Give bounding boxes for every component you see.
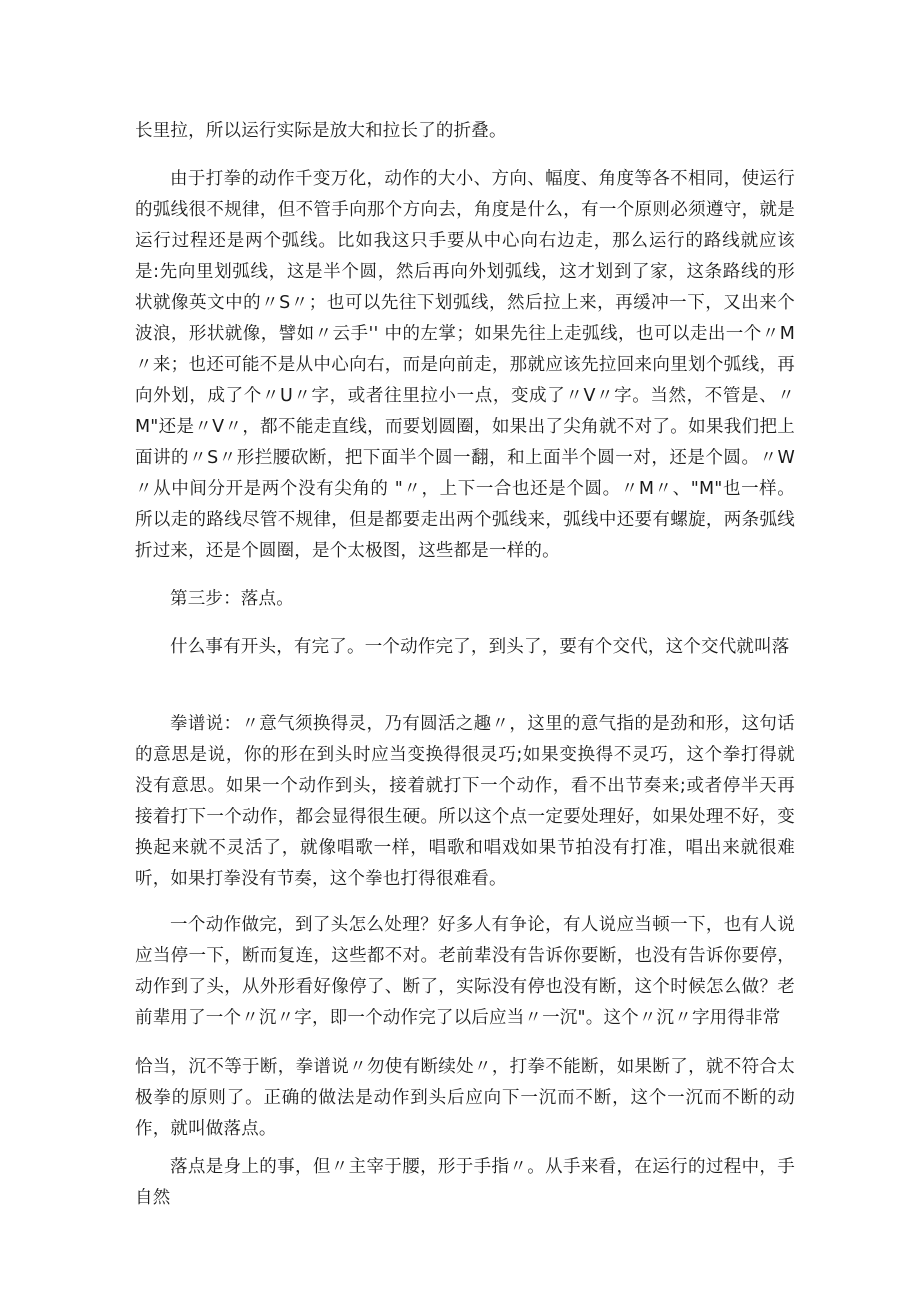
section-heading-step-three: 第三步：落点。 [170,589,294,609]
paragraph-quan-pu: 拳谱说：〃意气须换得灵，乃有圆活之趣〃，这里的意气指的是劲和形，这句话的意思是说，你的形在到头时应当变换得很灵巧;如果变换得不灵巧，这个拳打得就没有意思。如果一个动作到头，接着就打下一个动作，看不出节奏来;或者停半天再接着打下一个动作，都会显得很生硬。所以这个点一定要处理好，如果处理不好，变换起来就不灵活了，就像唱歌一样，唱歌和唱戏如果节拍没有打准，唱出来就很难听，如果打拳没有节奏，这个拳也打得很难看。 [135,714,795,889]
paragraph-landing-point: 落点是身上的事，但〃主宰于腰，形于手指〃。从手来看，在运行的过程中，手自然 [135,1157,795,1208]
paragraph-arc-rules: 由于打拳的动作千变万化，动作的大小、方向、幅度、角度等各不相同，使运行的弧线很不规律，但不管手向那个方向去，角度是什么，有一个原则必须遵守，就是运行过程还是两个弧线。比如我这只手要从中心向右边走，那么运行的路线就应该是:先向里划弧线，这是半个圆，然后再向外划弧线，这才划到了家，这条路线的形状就像英文中的〃S〃；也可以先往下划弧线，然后拉上来，再缓冲一下，又出来个波浪，形状就像，譬如〃云手'' 中的左掌；如果先往上走弧线，也可以走出一个〃M〃来；也还可能不是从中心向右，而是向前走，那就应该先拉回来向里划个弧线，再向外划，成了个〃U〃字，或者往里拉小一点，变成了〃V〃字。当然，不管是、〃M"还是〃V〃，都不能走直线，而要划圆圈，如果出了尖角就不对了。如果我们把上面讲的〃S〃形拦腰砍断，把下面半个圆一翻，和上面半个圆一对，还是个圆。〃W〃从中间分开是两个没有尖角的 "〃，上下一合也还是个圆。〃M〃、"M"也一样。所以走的路线尽管不规律，但是都要走出两个弧线来，弧线中还要有螺旋，两条弧线折过来，还是个圆圈，是个太极图，这些都是一样的。 [135,169,795,561]
paragraph-continuation: 长里拉，所以运行实际是放大和拉长了的折叠。 [135,121,507,141]
paragraph-landing-intro: 什么事有开头，有完了。一个动作完了，到头了，要有个交代，这个交代就叫落 [170,637,790,657]
paragraph-sink-not-break: 恰当，沉不等于断，拳谱说〃勿使有断续处〃，打拳不能断，如果断了，就不符合太极拳的原则了。正确的做法是动作到头后应向下一沉而不断，这个一沉而不断的动作，就叫做落点。 [135,1057,795,1139]
paragraph-how-to-finish: 一个动作做完，到了头怎么处理？好多人有争论，有人说应当顿一下，也有人说应当停一下，断而复连，这些都不对。老前辈没有告诉你要断，也没有告诉你要停，动作到了头，从外形看好像停了、断了，实际没有停也没有断，这个时候怎么做？老前辈用了一个〃沉〃字，即一个动作完了以后应当〃一沉"。这个〃沉〃字用得非常 [135,915,795,1028]
